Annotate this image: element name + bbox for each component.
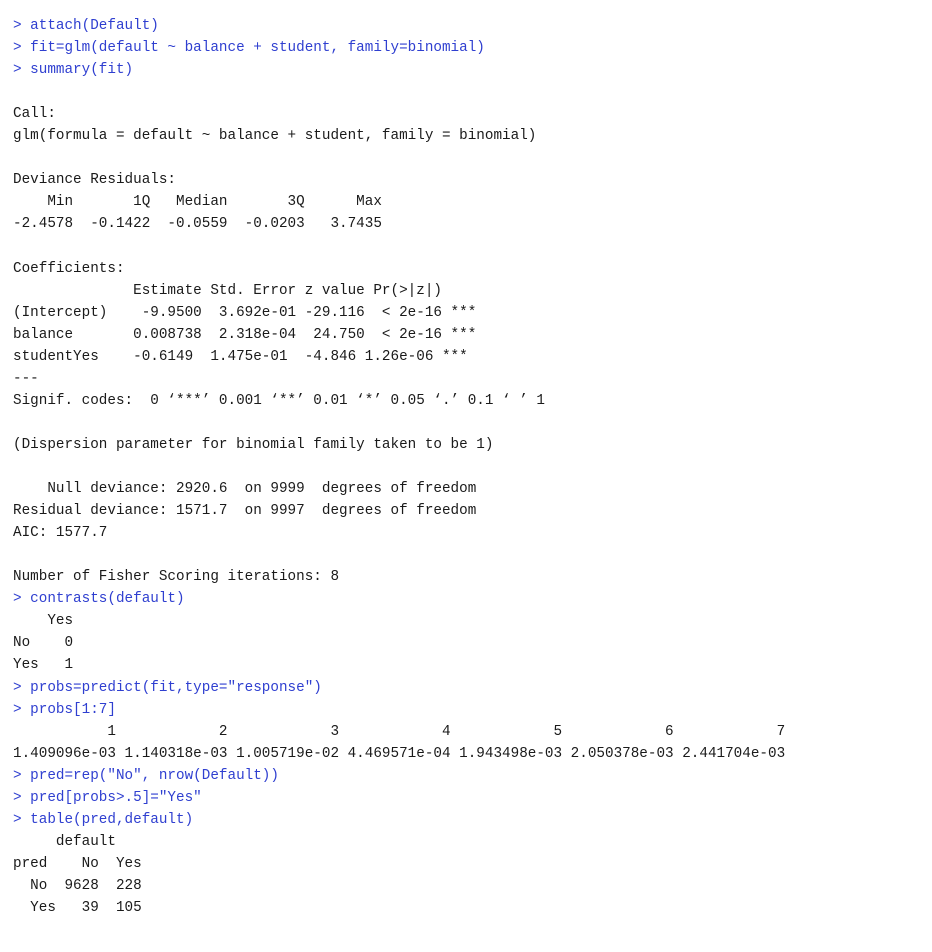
console-command-line: > pred=rep("No", nrow(Default))	[13, 767, 279, 784]
console-output-line: Number of Fisher Scoring iterations: 8	[13, 569, 340, 586]
console-output-line: default	[13, 833, 116, 850]
console-command-line: > summary(fit)	[13, 62, 134, 79]
console-command-line: > table(pred,default)	[13, 811, 194, 828]
console-output-line: Null deviance: 2920.6 on 9999 degrees of freedom	[13, 481, 477, 498]
console-command-line: > probs=predict(fit,type="response")	[13, 679, 322, 696]
console-command-line: > attach(Default)	[13, 18, 159, 34]
console-output-line: Call:	[13, 106, 56, 123]
console-output-line: balance 0.008738 2.318e-04 24.750 < 2e-16 ***	[13, 326, 477, 343]
console-command-line: > contrasts(default)	[13, 591, 185, 608]
console-output-line: Min 1Q Median 3Q Max	[13, 194, 382, 211]
console-output-line: glm(formula = default ~ balance + student, family = binomial)	[13, 128, 537, 145]
console-output-line: No 9628 228	[13, 877, 142, 894]
console-output-line: (Intercept) -9.9500 3.692e-01 -29.116 < 2e-16 ***	[13, 304, 477, 321]
console-output-line: Signif. codes: 0 ‘***’ 0.001 ‘**’ 0.01 ‘*’ 0.05 ‘.’ 0.1 ‘ ’ 1	[13, 392, 545, 409]
console-output-line: Estimate Std. Error z value Pr(>|z|)	[13, 282, 442, 299]
console-output-line: (Dispersion parameter for binomial family taken to be 1)	[13, 436, 494, 453]
console-output-line: No 0	[13, 635, 74, 652]
console-output-line: pred No Yes	[13, 855, 142, 872]
console-output-line: Yes	[13, 613, 74, 630]
console-output-line: Yes 39 105	[13, 900, 142, 916]
console-output-line: studentYes -0.6149 1.475e-01 -4.846 1.26e-06 ***	[13, 348, 468, 365]
console-output-line: Yes 1	[13, 657, 74, 674]
console-command-line: > probs[1:7]	[13, 701, 116, 718]
console-output-line: Coefficients:	[13, 260, 125, 277]
console-output-line: Deviance Residuals:	[13, 172, 177, 189]
console-output-line: ---	[13, 370, 39, 387]
console-output-line: Residual deviance: 1571.7 on 9997 degrees of freedom	[13, 503, 477, 520]
console-command-line: > fit=glm(default ~ balance + student, family=binomial)	[13, 40, 485, 57]
console-output-line: -2.4578 -0.1422 -0.0559 -0.0203 3.7435	[13, 216, 382, 233]
console-output-line: 1 2 3 4 5 6 7	[13, 723, 786, 740]
console-output-line: 1.409096e-03 1.140318e-03 1.005719e-02 4.469571e-04 1.943498e-03 2.050378e-03 2.441704e-03	[13, 745, 786, 762]
console-output-line: AIC: 1577.7	[13, 525, 108, 542]
console-command-line: > pred[probs>.5]="Yes"	[13, 789, 202, 806]
